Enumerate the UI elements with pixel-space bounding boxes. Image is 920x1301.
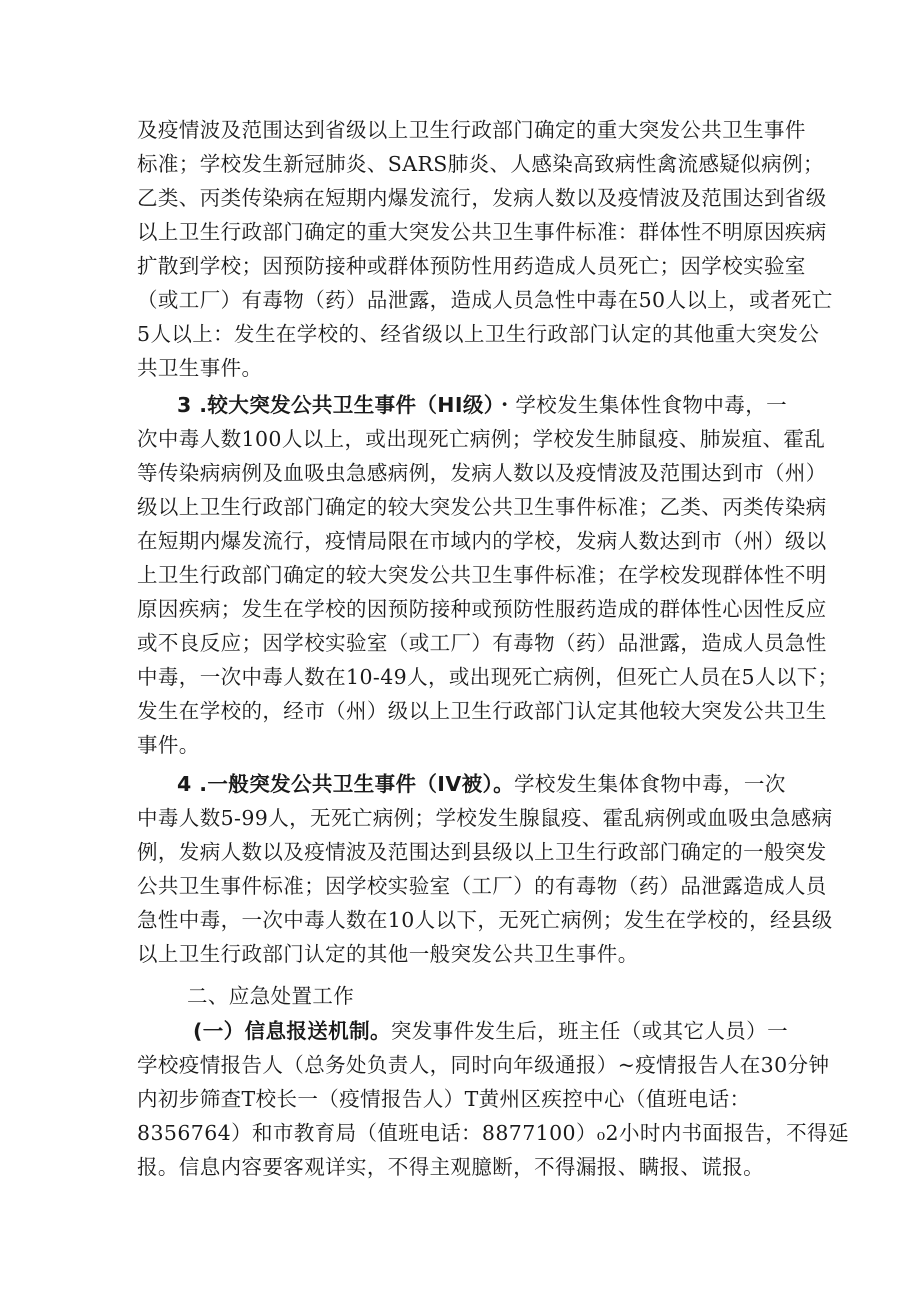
subsection-1-heading: (一）信息报送机制。: [193, 1019, 391, 1043]
paragraph-line: 标准；学校发生新冠肺炎、SARS肺炎、人感染高致病性禽流感疑似病例；: [137, 152, 824, 176]
paragraph-line: 5人以上：发生在学校的、经省级以上卫生行政部门认定的其他重大突发公: [137, 322, 820, 346]
paragraph-line: 内初步筛查T校长一（疫情报告人）T黄州区疾控中心（值班电话：: [137, 1087, 751, 1111]
section-4-heading: 4 .一般突发公共卫生事件（IV被）。: [177, 772, 515, 796]
section-3-text: ・学校发生集体性食物中毒，一: [494, 393, 788, 417]
paragraph-line: 等传染病病例及血吸虫急感病例，发病人数以及疫情波及范围达到市（州）: [137, 461, 827, 485]
paragraph-line: 急性中毒，一次中毒人数在10人以下，无死亡病例；发生在学校的，经县级: [137, 908, 833, 932]
paragraph-line: 级以上卫生行政部门确定的较大突发公共卫生事件标准；乙类、丙类传染病: [137, 495, 827, 519]
paragraph-line: 报。信息内容要客观详实，不得主观臆断，不得漏报、瞒报、谎报。: [137, 1155, 764, 1179]
paragraph-line: 以上卫生行政部门认定的其他一般突发公共卫生事件。: [137, 942, 639, 966]
paragraph-line: 共卫生事件。: [137, 356, 263, 380]
section-3-first-line: [177, 388, 797, 422]
paragraph-line: 例，发病人数以及疫情波及范围达到县级以上卫生行政部门确定的一般突发: [137, 840, 827, 864]
paragraph-line: 上卫生行政部门确定的较大突发公共卫生事件标准；在学校发现群体性不明: [137, 563, 827, 587]
paragraph-line: 在短期内爆发流行，疫情局限在市域内的学校，发病人数达到市（州）级以: [137, 529, 827, 553]
section-3-heading: 3 .较大突发公共卫生事件（HI级）: [177, 393, 495, 417]
paragraph-line: 以上卫生行政部门确定的重大突发公共卫生事件标准：群体性不明原因疾病: [137, 220, 827, 244]
paragraph-line: 原因疾病；发生在学校的因预防接种或预防性服药造成的群体性心因性反应: [137, 597, 827, 621]
section-4-text: 学校发生集体食物中毒，一次: [514, 772, 786, 796]
paragraph-line: 次中毒人数100人以上，或出现死亡病例；学校发生肺鼠疫、肺炭疽、霍乱: [137, 427, 826, 451]
paragraph-line: 中毒，一次中毒人数在10-49人，或出现死亡病例，但死亡人员在5人以下；: [137, 665, 839, 689]
paragraph-line: 学校疫情报告人（总务处负责人，同时向年级通报）~疫情报告人在30分钟: [137, 1053, 830, 1077]
subsection-1-first-line: [193, 1014, 797, 1048]
paragraph-line: 事件。: [137, 733, 200, 757]
paragraph-line: 发生在学校的，经市（州）级以上卫生行政部门认定其他较大突发公共卫生: [137, 699, 827, 723]
paragraph-line: 及疫情波及范围达到省级以上卫生行政部门确定的重大突发公共卫生事件: [137, 118, 806, 142]
subsection-1-text: 突发事件发生后，班主任（或其它人员）一: [390, 1019, 788, 1043]
paragraph-line: 公共卫生事件标准；因学校实验室（工厂）的有毒物（药）品泄露造成人员: [137, 874, 827, 898]
part-2-heading: 二、应急处置工作: [187, 984, 355, 1008]
paragraph-line: 8356764）和市教育局（值班电话：8877100）₀2小时内书面报告，不得延: [137, 1121, 849, 1145]
paragraph-line: 扩散到学校；因预防接种或群体预防性用药造成人员死亡；因学校实验室: [137, 254, 806, 278]
paragraph-line: 中毒人数5-99人，无死亡病例；学校发生腺鼠疫、霍乱病例或血吸虫急感病: [137, 806, 833, 830]
paragraph-line: 乙类、丙类传染病在短期内爆发流行，发病人数以及疫情波及范围达到省级: [137, 186, 827, 210]
paragraph-line: 或不良反应；因学校实验室（或工厂）有毒物（药）品泄露，造成人员急性: [137, 631, 827, 655]
paragraph-line: （或工厂）有毒物（药）品泄露，造成人员急性中毒在50人以上，或者死亡: [137, 288, 833, 312]
section-4-first-line: [177, 767, 797, 801]
